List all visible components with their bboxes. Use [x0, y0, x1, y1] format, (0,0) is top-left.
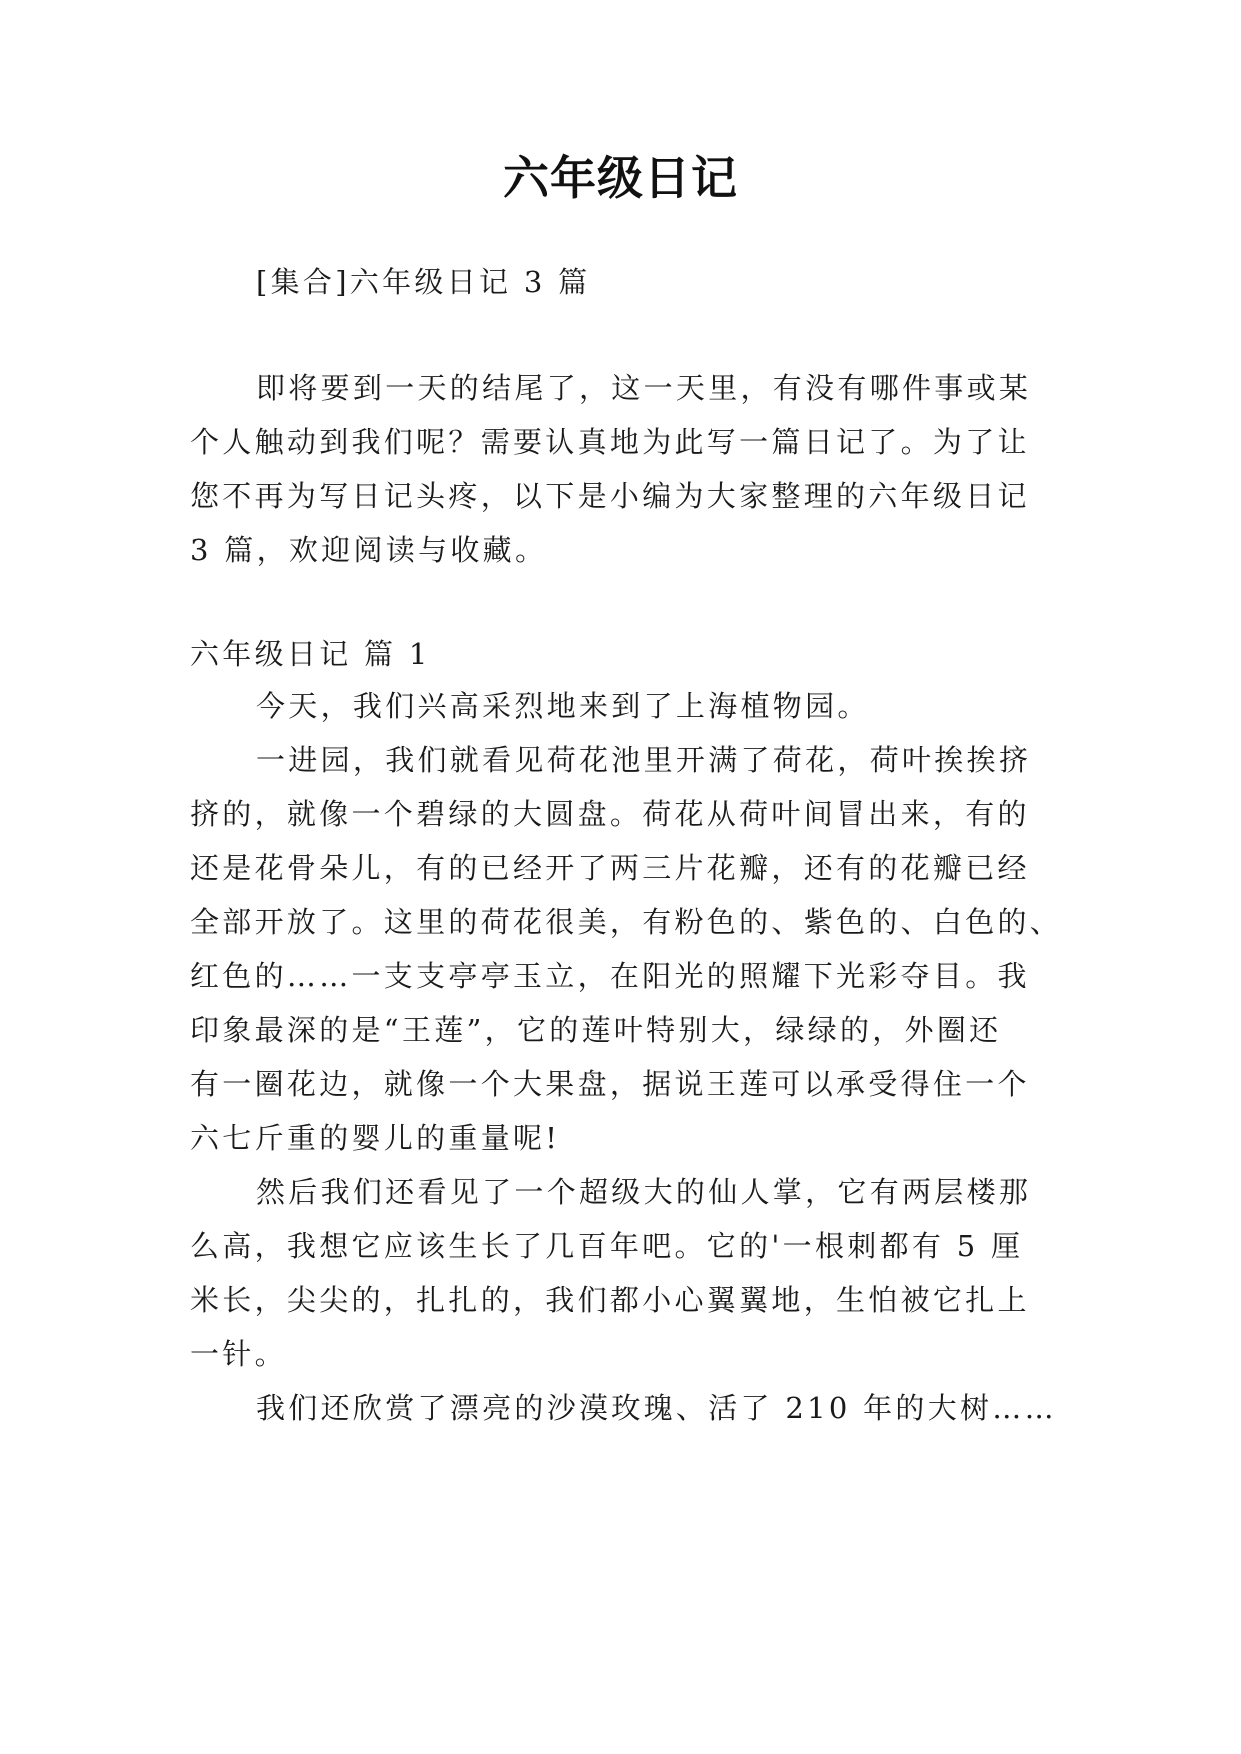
document-subtitle: [集合]六年级日记 3 篇 — [256, 265, 591, 299]
body-line: 今天，我们兴高采烈地来到了上海植物园。 — [256, 689, 870, 723]
body-line: 么高，我想它应该生长了几百年吧。它的'一根刺都有 5 厘 — [190, 1229, 1024, 1263]
body-line: 六七斤重的婴儿的重量呢! — [190, 1121, 561, 1155]
page-title: 六年级日记 — [503, 151, 738, 205]
body-line: 印象最深的是“王莲”，它的莲叶特别大，绿绿的，外圈还 — [190, 1013, 1002, 1047]
intro-line: 3 篇，欢迎阅读与收藏。 — [190, 533, 548, 567]
body-line: 一进园，我们就看见荷花池里开满了荷花，荷叶挨挨挤 — [256, 743, 1032, 777]
body-line: 一针。 — [190, 1337, 287, 1371]
body-line: 还是花骨朵儿，有的已经开了两三片花瓣，还有的花瓣已经 — [190, 851, 1030, 885]
intro-line: 您不再为写日记头疼，以下是小编为大家整理的六年级日记 — [190, 479, 1030, 513]
body-line: 我们还欣赏了漂亮的沙漠玫瑰、活了 210 年的大树…… — [256, 1391, 1057, 1425]
body-line: 全部开放了。这里的荷花很美，有粉色的、紫色的、白色的、 — [190, 905, 1063, 939]
intro-line: 即将要到一天的结尾了，这一天里，有没有哪件事或某 — [256, 371, 1032, 405]
body-line: 有一圈花边，就像一个大果盘，据说王莲可以承受得住一个 — [190, 1067, 1030, 1101]
body-line: 然后我们还看见了一个超级大的仙人掌，它有两层楼那 — [256, 1175, 1032, 1209]
section-heading: 六年级日记 篇 1 — [190, 637, 431, 671]
intro-line: 个人触动到我们呢？需要认真地为此写一篇日记了。为了让 — [190, 425, 1030, 459]
body-line: 红色的……一支支亭亭玉立，在阳光的照耀下光彩夺目。我 — [190, 959, 1030, 993]
body-line: 米长，尖尖的，扎扎的，我们都小心翼翼地，生怕被它扎上 — [190, 1283, 1030, 1317]
body-line: 挤的，就像一个碧绿的大圆盘。荷花从荷叶间冒出来，有的 — [190, 797, 1030, 831]
